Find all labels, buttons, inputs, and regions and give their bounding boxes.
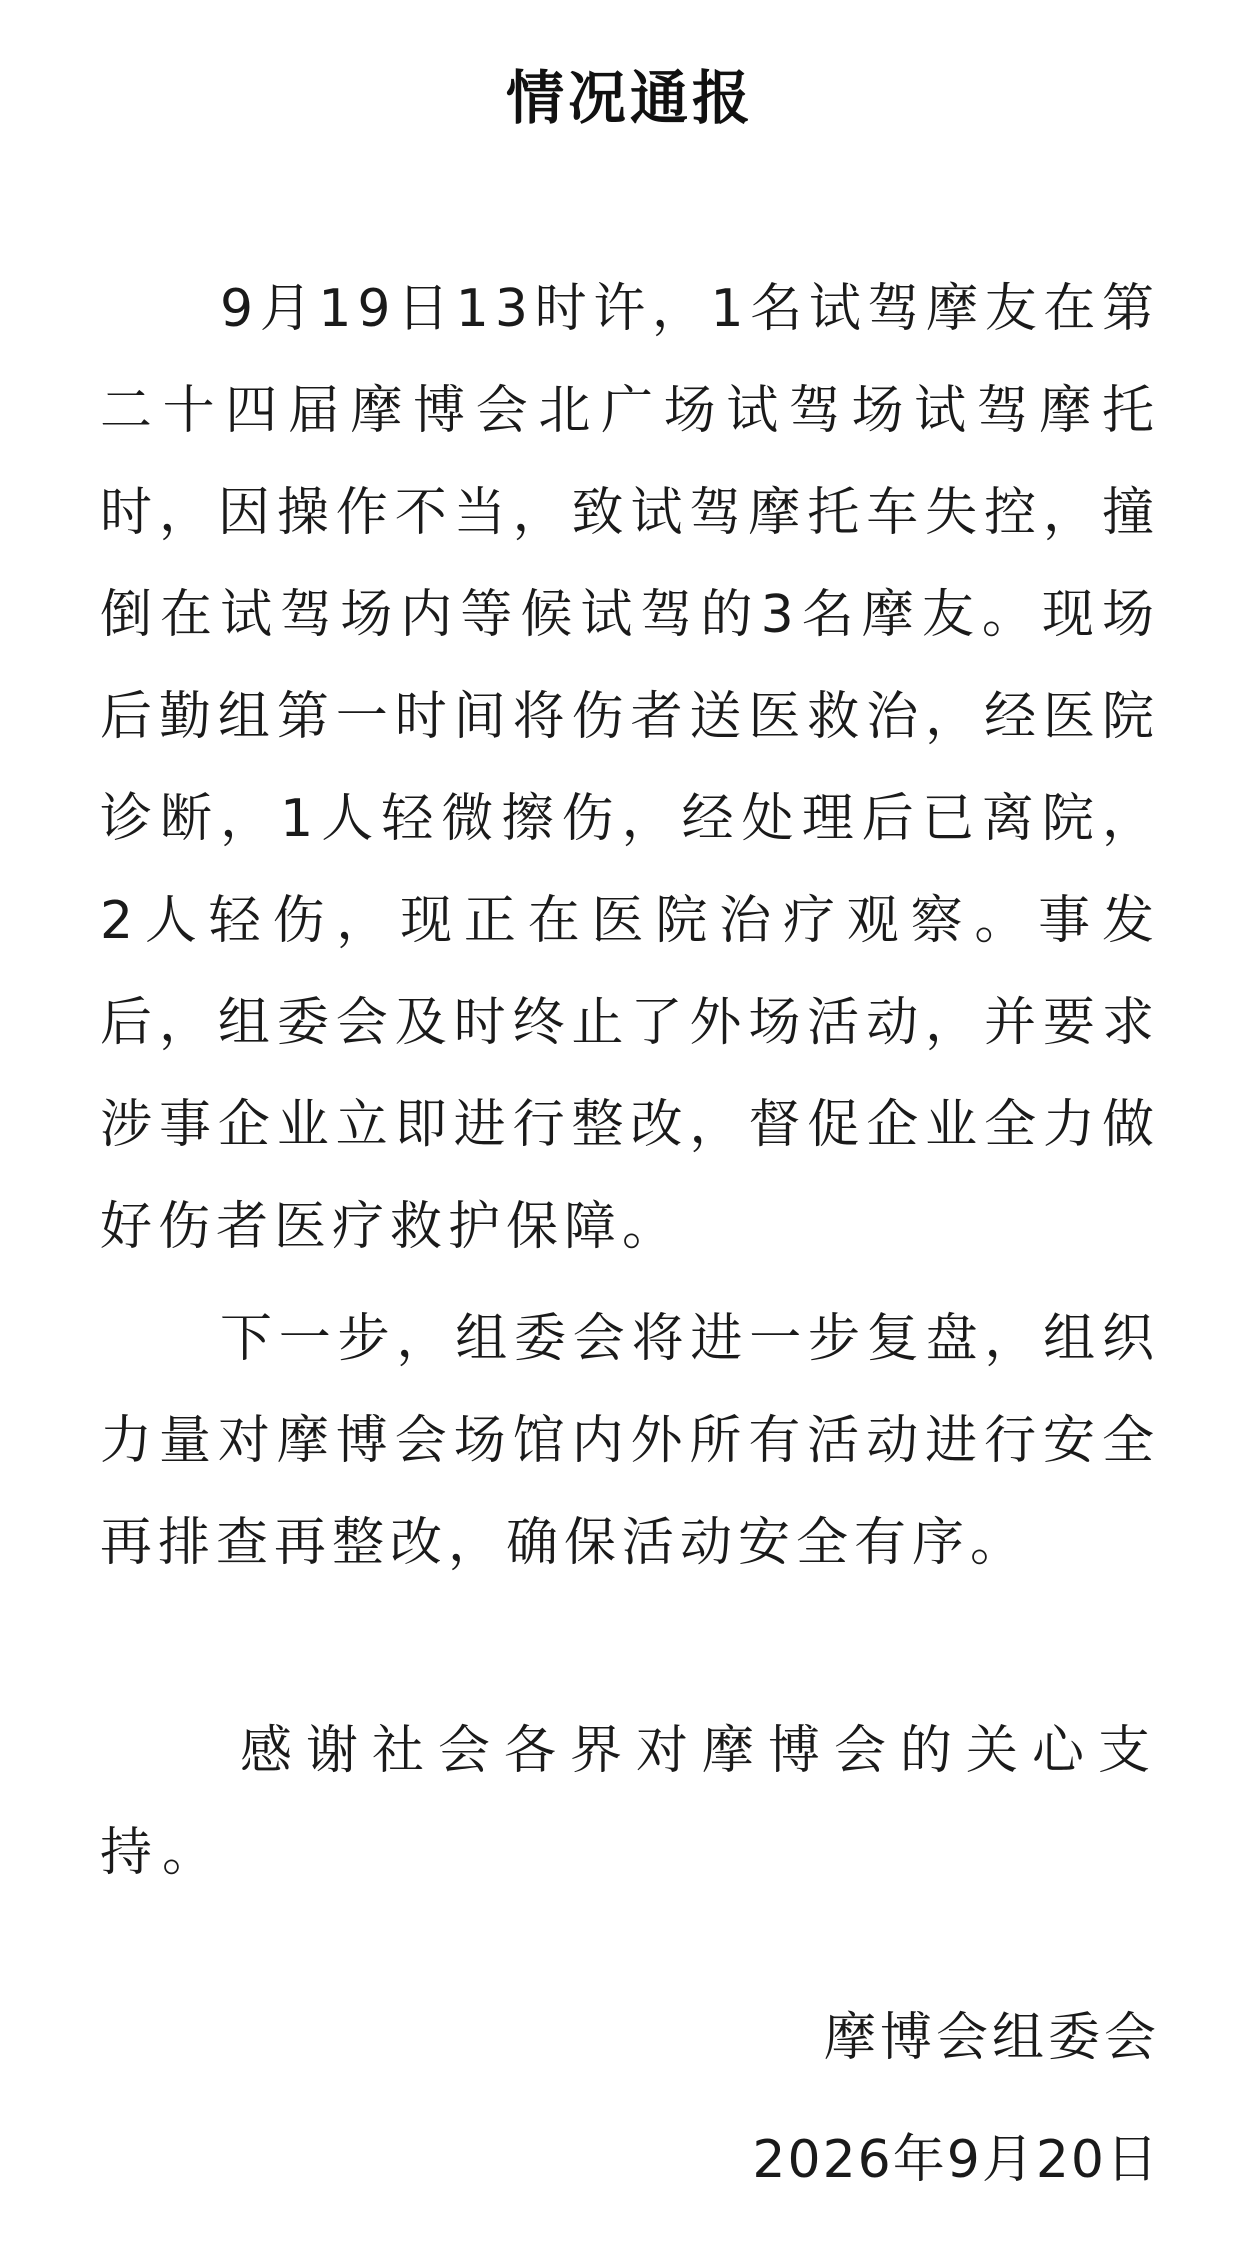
issuer-signature: 摩博会组委会 [823, 2008, 1160, 2068]
paragraph-thanks: 感谢社会各界对摩博会的关心支持。 [100, 1721, 1160, 1883]
paragraph-next-steps: 下一步，组委会将进一步复盘，组织力量对摩博会场馆内外所有活动进行安全再排查再整改，确保活动安全有序。 [100, 1309, 1160, 1573]
issue-date: 2026年9月20日 [752, 2130, 1160, 2190]
notice-title: 情况通报 [505, 64, 754, 132]
paragraph-incident: 9月19日13时许，1名试驾摩友在第二十四届摩博会北广场试驾场试驾摩托时，因操作不当，致试驾摩托车失控，撞倒在试驾场内等候试驾的3名摩友。现场后勤组第一时间将伤者送医救治，经医院诊断，1人轻微擦伤，经处理后已离院，2人轻伤，现正在医院治疗观察。事发后，组委会及时终止了外场活动，并要求涉事企业立即进行整改，督促企业全力做好伤者医疗救护保障。 [100, 279, 1160, 1257]
